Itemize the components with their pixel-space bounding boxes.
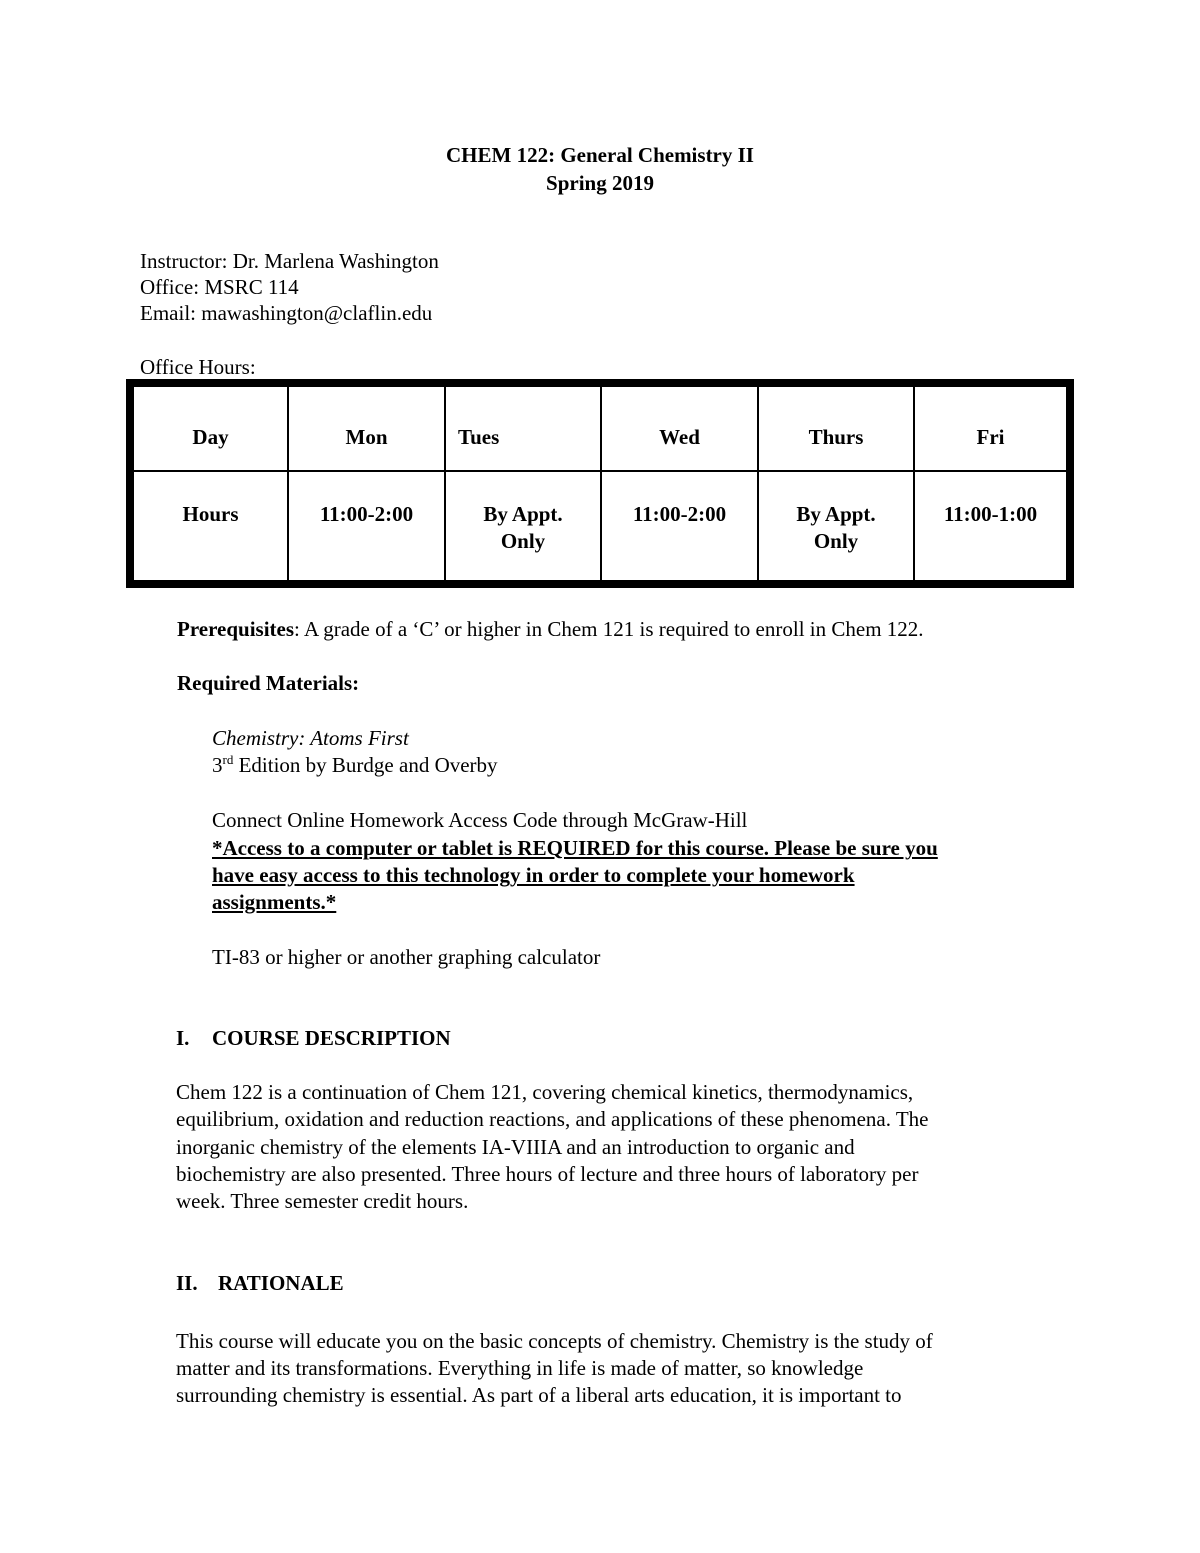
required-materials-label: Required Materials: [177,671,360,695]
email-line: Email: mawashington@claflin.edu [140,301,433,325]
table-cell: Hours [134,470,287,580]
table-cell: Fri [913,387,1066,470]
section-number: II. [176,1271,198,1295]
paragraph-line: inorganic chemistry of the elements IA-VIIIA and an introduction to organic and [176,1135,855,1159]
edition-number: 3 [212,753,223,777]
table-cell: 11:00-2:00 [600,470,757,580]
book-title: Chemistry: Atoms First [212,726,409,750]
office-hours-table [126,379,1074,588]
paragraph-line: matter and its transformations. Everything in life is made of matter, so knowledge [176,1356,864,1380]
book-edition [212,752,498,779]
instructor-line: Instructor: Dr. Marlena Washington [140,249,439,273]
table-header-row [134,387,1066,470]
table-cell: Tues [444,387,600,470]
calculator-line: TI-83 or higher or another graphing calculator [212,945,601,969]
table-cell: By Appt. Only [444,470,600,580]
paragraph-line: surrounding chemistry is essential. As part of a liberal arts education, it is important to [176,1383,902,1407]
table-cell: 11:00-1:00 [913,470,1066,580]
table-cell: Wed [600,387,757,470]
prerequisites-label: Prerequisites [177,617,295,641]
access-notice-line-1: *Access to a computer or tablet is REQUIRED for this course. Please be sure you [212,836,938,860]
table-cell: Day [192,425,229,449]
paragraph-line: biochemistry are also presented. Three hours of lecture and three hours of laboratory per [176,1162,919,1186]
course-title: CHEM 122: General Chemistry II [446,143,754,167]
section-heading-course-description [176,1025,451,1052]
section-title: COURSE DESCRIPTION [212,1026,451,1050]
table-cell: Mon [287,387,444,470]
connect-line: Connect Online Homework Access Code through McGraw-Hill [212,808,748,832]
paragraph-line: equilibrium, oxidation and reduction reactions, and applications of these phenomena. The [176,1107,929,1131]
office-line: Office: MSRC 114 [140,275,299,299]
edition-superscript: rd [222,752,234,767]
course-term: Spring 2019 [546,171,654,195]
table-row [134,470,1066,580]
table-cell: By Appt. Only [757,470,913,580]
prerequisites-line [177,616,924,643]
access-notice-line-2: have easy access to this technology in order to complete your homework [212,863,855,887]
edition-text: Edition by Burdge and Overby [233,753,498,777]
table-cell: Thurs [757,387,913,470]
paragraph-line: week. Three semester credit hours. [176,1189,469,1213]
paragraph-line: This course will educate you on the basic concepts of chemistry. Chemistry is the study of [176,1329,933,1353]
office-hours-label: Office Hours: [140,355,256,379]
paragraph-line: Chem 122 is a continuation of Chem 121, covering chemical kinetics, thermodynamics, [176,1080,914,1104]
prerequisites-text: : A grade of a ‘C’ or higher in Chem 121 is required to enroll in Chem 122. [294,617,924,641]
section-heading-rationale [176,1270,344,1297]
table-cell: 11:00-2:00 [287,470,444,580]
section-title: RATIONALE [218,1271,344,1295]
access-notice-line-3: assignments.* [212,890,337,914]
section-number: I. [176,1026,190,1050]
